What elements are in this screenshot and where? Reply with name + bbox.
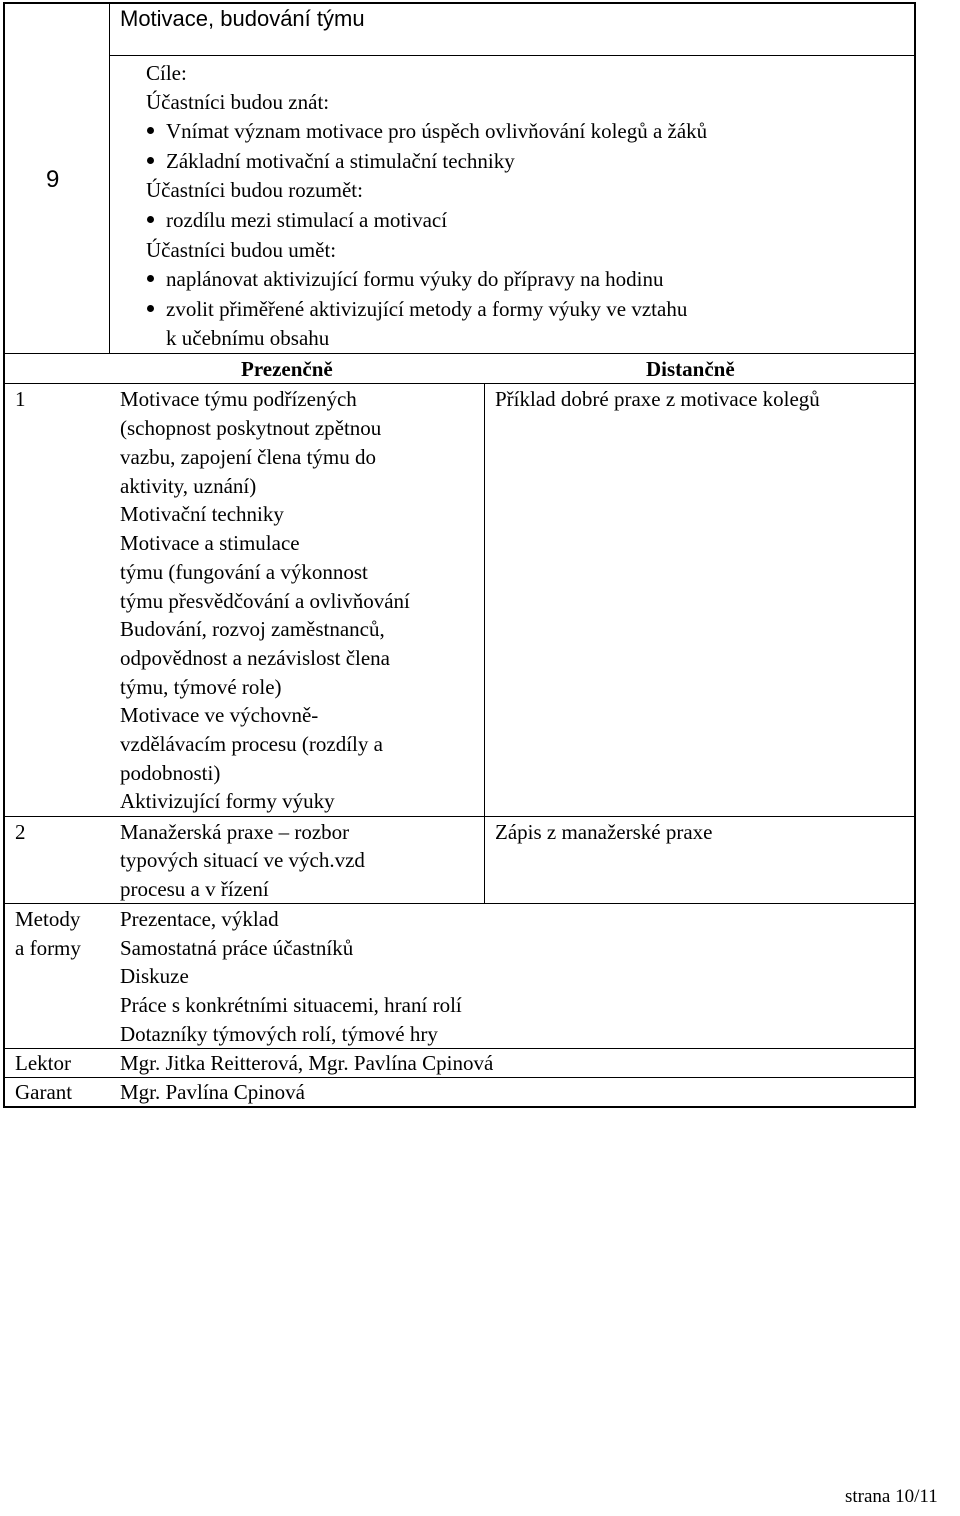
row1-line: Aktivizující formy výuky xyxy=(120,789,335,813)
goals-heading: Cíle: xyxy=(146,61,187,85)
methods-label: Metody xyxy=(15,907,81,931)
method-item: Práce s konkrétními situacemi, hraní rolí xyxy=(120,993,462,1017)
row1-line: vzdělávacím procesu (rozdíly a xyxy=(120,732,383,756)
bullet-icon xyxy=(147,305,154,312)
lector-value: Mgr. Jitka Reitterová, Mgr. Pavlína Cpinová xyxy=(120,1051,494,1075)
column-divider-distance xyxy=(484,383,485,904)
row1-line: Motivace ve výchovně- xyxy=(120,703,319,727)
row2-number: 2 xyxy=(15,820,26,844)
page-number: strana 10/11 xyxy=(845,1486,938,1507)
goal-able-item: naplánovat aktivizující formu výuky do přípravy na hodinu xyxy=(166,267,664,291)
table-border-left xyxy=(3,2,5,1108)
row1-number: 1 xyxy=(15,387,26,411)
lector-label: Lektor xyxy=(15,1051,71,1075)
row1-line: týmu přesvědčování a ovlivňování xyxy=(120,589,410,613)
row2-line: procesu a v řízení xyxy=(120,877,269,901)
goal-able-item-continuation: k učebnímu obsahu xyxy=(166,326,330,350)
goal-able-item: zvolit přiměřené aktivizující metody a formy výuky ve vztahu xyxy=(166,297,688,321)
row1-line: týmu, týmové role) xyxy=(120,675,282,699)
row1-line: podobnosti) xyxy=(120,761,221,785)
module-number: 9 xyxy=(46,166,60,193)
goals-able-label: Účastníci budou umět: xyxy=(146,238,337,262)
goals-row-divider xyxy=(3,353,916,354)
row1-line: vazbu, zapojení člena týmu do xyxy=(120,445,376,469)
goal-know-item: Vnímat význam motivace pro úspěch ovlivňování kolegů a žáků xyxy=(166,119,708,143)
row1-line: týmu (fungování a výkonnost xyxy=(120,560,368,584)
row1-line: odpovědnost a nezávislost člena xyxy=(120,646,391,670)
row1-line: Budování, rozvoj zaměstnanců, xyxy=(120,617,385,641)
row1-line: Motivace týmu podřízených xyxy=(120,387,357,411)
methods-label-continuation: a formy xyxy=(15,936,81,960)
bullet-icon xyxy=(147,275,154,282)
row1-divider xyxy=(3,816,916,817)
bullet-icon xyxy=(147,216,154,223)
table-border-right xyxy=(914,2,916,1108)
title-row-divider xyxy=(109,55,915,56)
row2-distance: Zápis z manažerské praxe xyxy=(495,820,713,844)
row1-line: aktivity, uznání) xyxy=(120,474,257,498)
goal-know-item: Základní motivační a stimulační techniky xyxy=(166,149,515,173)
method-item: Dotazníky týmových rolí, týmové hry xyxy=(120,1022,438,1046)
column-header-distance: Distančně xyxy=(646,357,735,381)
bullet-icon xyxy=(147,127,154,134)
goal-understand-item: rozdílu mezi stimulací a motivací xyxy=(166,208,448,232)
method-item: Samostatná práce účastníků xyxy=(120,936,354,960)
row1-line: Motivace a stimulace xyxy=(120,531,300,555)
row1-line: Motivační techniky xyxy=(120,502,284,526)
row1-line: (schopnost poskytnout zpětnou xyxy=(120,416,382,440)
guarantor-value: Mgr. Pavlína Cpinová xyxy=(120,1080,305,1104)
column-header-present: Prezenčně xyxy=(241,357,333,381)
bullet-icon xyxy=(147,157,154,164)
method-item: Prezentace, výklad xyxy=(120,907,279,931)
guarantor-label: Garant xyxy=(15,1080,73,1104)
header-row-divider xyxy=(3,383,916,384)
row1-distance: Příklad dobré praxe z motivace kolegů xyxy=(495,387,820,411)
goals-know-label: Účastníci budou znát: xyxy=(146,90,330,114)
module-title: Motivace, budování týmu xyxy=(120,6,365,31)
method-item: Diskuze xyxy=(120,964,189,988)
row2-line: Manažerská praxe – rozbor xyxy=(120,820,350,844)
row2-line: typových situací ve vých.vzd xyxy=(120,848,365,872)
goals-understand-label: Účastníci budou rozumět: xyxy=(146,178,363,202)
